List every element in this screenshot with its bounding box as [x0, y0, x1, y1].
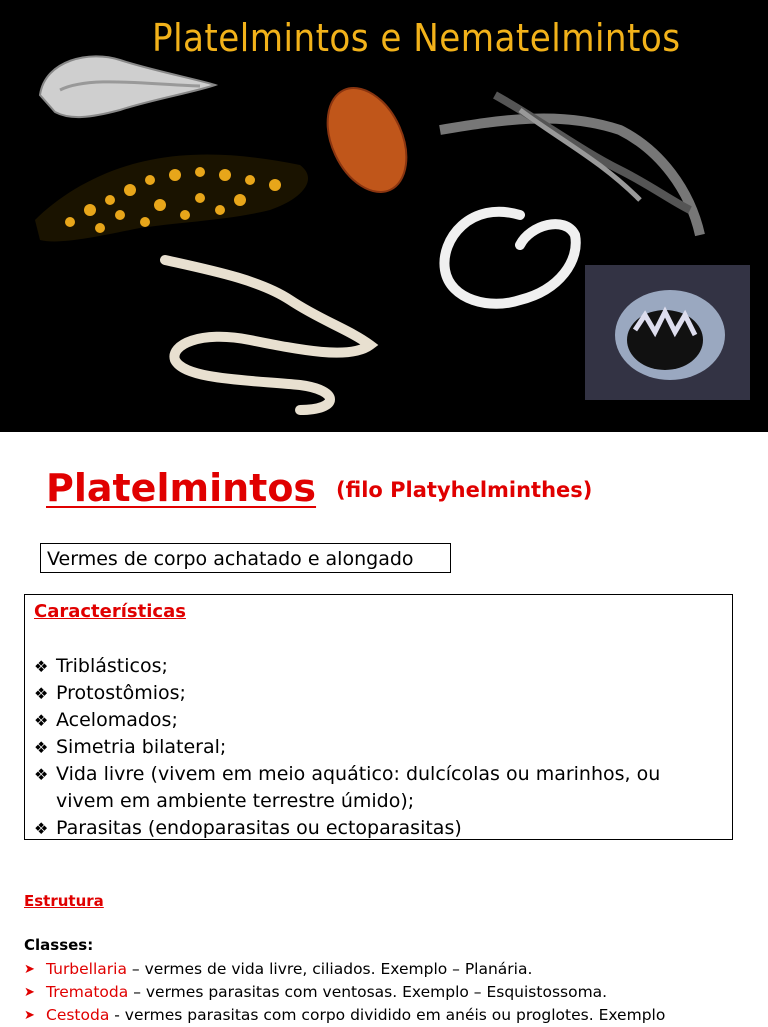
- list-item: [34, 761, 724, 815]
- section-heading: [46, 466, 592, 510]
- list-item-text: Triblásticos;: [56, 655, 168, 677]
- class-desc: – vermes de vida livre, ciliados. Exemplo – Planária.: [126, 960, 533, 978]
- structure-title: Estrutura: [24, 892, 104, 910]
- characteristics-title: Características: [34, 601, 186, 622]
- diamond-bullet-icon: ❖: [34, 711, 49, 730]
- list-item-text: Vida livre (vivem em meio aquático: dulcícolas ou marinhos, ou vivem em ambiente terrestre úmido);: [56, 763, 661, 812]
- list-item-text: Acelomados;: [56, 709, 178, 731]
- list-item-text: Simetria bilateral;: [56, 736, 227, 758]
- classes-list: [24, 958, 768, 1027]
- tapeworm: [165, 260, 370, 410]
- diamond-bullet-icon: ❖: [34, 765, 49, 784]
- class-desc: – vermes parasitas com ventosas. Exemplo – Esquistossoma.: [128, 983, 608, 1001]
- list-item: [34, 734, 724, 761]
- class-name: Trematoda: [46, 983, 129, 1001]
- heading-main: Platelmintos: [46, 466, 317, 510]
- worms-illustration: [0, 0, 768, 432]
- diamond-bullet-icon: ❖: [34, 738, 49, 757]
- list-item: [34, 653, 724, 680]
- list-item: [34, 680, 724, 707]
- definition-box: Vermes de corpo achatado e alongado: [40, 543, 451, 573]
- list-item-text: Parasitas (endoparasitas ou ectoparasitas): [56, 817, 462, 839]
- list-item-text: Protostômios;: [56, 682, 186, 704]
- arrow-bullet-icon: ➤: [24, 1008, 35, 1023]
- banner-title: Platelmintos e Nematelmintos: [152, 16, 681, 60]
- class-desc: - vermes parasitas com corpo dividido em anéis ou proglotes. Exemplo: [109, 1006, 666, 1024]
- class-name: Cestoda: [46, 1006, 110, 1024]
- class-name: Turbellaria: [46, 960, 127, 978]
- roundworm: [444, 212, 575, 304]
- diamond-bullet-icon: ❖: [34, 684, 49, 703]
- spotted-flatworm: [35, 155, 308, 242]
- arrow-bullet-icon: ➤: [24, 985, 35, 1000]
- orange-flatworm: [312, 75, 422, 204]
- arrow-bullet-icon: ➤: [24, 962, 35, 977]
- diamond-bullet-icon: ❖: [34, 819, 49, 838]
- characteristics-list: [34, 653, 724, 842]
- banner-image: [0, 0, 768, 432]
- list-item: [34, 815, 724, 842]
- characteristics-box: [24, 594, 733, 840]
- diamond-bullet-icon: ❖: [34, 657, 49, 676]
- heading-sub: (filo Platyhelminthes): [336, 478, 593, 502]
- list-item: [34, 707, 724, 734]
- list-item: [24, 958, 768, 981]
- list-item: [24, 981, 768, 1004]
- classes-label: Classes:: [24, 936, 94, 954]
